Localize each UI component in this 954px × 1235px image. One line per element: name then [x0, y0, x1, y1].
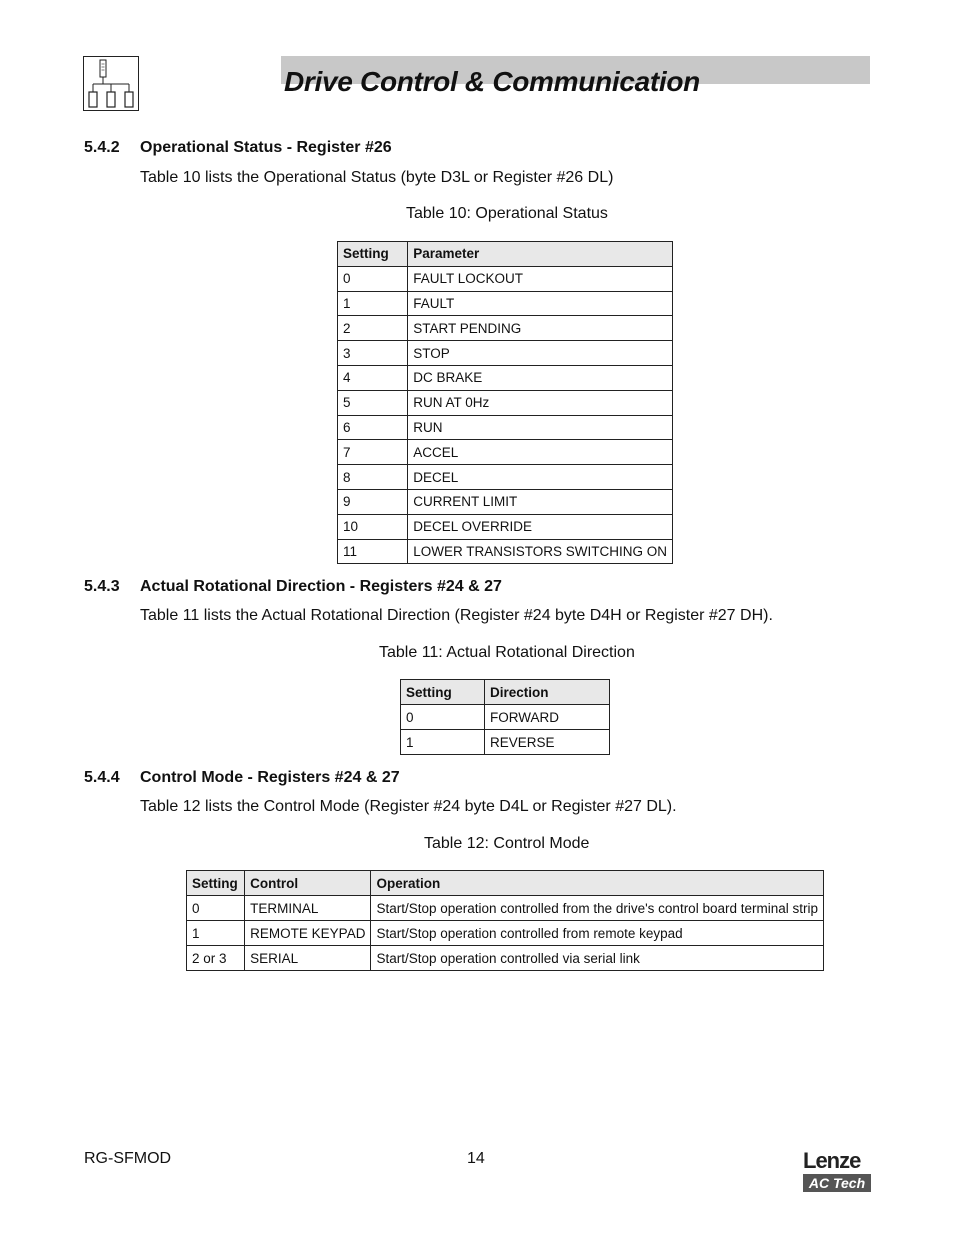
table-row	[338, 316, 673, 341]
table-cell: DC BRAKE	[408, 365, 673, 390]
section-title: Control Mode - Registers #24 & 27	[140, 769, 400, 786]
table-cell: TERMINAL	[245, 896, 371, 921]
section-number: 5.4.2	[84, 139, 120, 156]
table-cell: 3	[338, 341, 408, 366]
table-row	[187, 896, 824, 921]
operational-status-table	[337, 241, 673, 564]
table-row	[338, 489, 673, 514]
table-cell: REVERSE	[485, 730, 610, 755]
table-cell: FORWARD	[485, 705, 610, 730]
table-cell: FAULT	[408, 291, 673, 316]
table-cell: START PENDING	[408, 316, 673, 341]
table-row	[338, 440, 673, 465]
section-title: Actual Rotational Direction - Registers #24 & 27	[140, 578, 502, 595]
table-header-row	[187, 871, 824, 896]
table-cell: CURRENT LIMIT	[408, 489, 673, 514]
table-row	[338, 291, 673, 316]
table-cell: 1	[338, 291, 408, 316]
column-header: Setting	[187, 871, 245, 896]
table-cell: RUN	[408, 415, 673, 440]
table-cell: 0	[401, 705, 485, 730]
table-row	[338, 341, 673, 366]
table-row	[338, 266, 673, 291]
section-number: 5.4.4	[84, 769, 120, 786]
table-cell: FAULT LOCKOUT	[408, 266, 673, 291]
brand-sub: AC Tech	[803, 1174, 871, 1192]
table-cell: 4	[338, 365, 408, 390]
table-cell: Start/Stop operation controlled via serial link	[371, 946, 824, 971]
table-cell: DECEL OVERRIDE	[408, 514, 673, 539]
table-cell: 10	[338, 514, 408, 539]
table-cell: 11	[338, 539, 408, 564]
table-row	[401, 730, 610, 755]
column-header: Setting	[338, 242, 408, 267]
table-cell: Start/Stop operation controlled from remote keypad	[371, 921, 824, 946]
column-header: Control	[245, 871, 371, 896]
table-cell: SERIAL	[245, 946, 371, 971]
table-cell: LOWER TRANSISTORS SWITCHING ON	[408, 539, 673, 564]
table-cell: 2	[338, 316, 408, 341]
section-text: Table 11 lists the Actual Rotational Direction (Register #24 byte D4H or Register #27 DH).	[140, 607, 773, 624]
document-id: RG-SFMOD	[84, 1150, 172, 1167]
table-row	[338, 390, 673, 415]
table-cell: 8	[338, 465, 408, 490]
page-number: 14	[467, 1150, 485, 1167]
table-row	[338, 415, 673, 440]
table-cell: RUN AT 0Hz	[408, 390, 673, 415]
rotational-direction-table	[400, 679, 610, 755]
table-cell: DECEL	[408, 465, 673, 490]
table-cell: 0	[338, 266, 408, 291]
control-mode-table	[186, 870, 824, 971]
lenze-actech-logo	[803, 1148, 871, 1192]
table-cell: STOP	[408, 341, 673, 366]
table-cell: ACCEL	[408, 440, 673, 465]
brand-name: Lenze	[803, 1148, 861, 1173]
table-caption: Table 12: Control Mode	[424, 835, 590, 852]
table-caption: Table 11: Actual Rotational Direction	[379, 644, 635, 661]
section-text: Table 10 lists the Operational Status (byte D3L or Register #26 DL)	[140, 169, 614, 186]
table-header-row	[338, 242, 673, 267]
table-row	[401, 705, 610, 730]
network-drives-icon	[83, 56, 139, 111]
section-text: Table 12 lists the Control Mode (Register #24 byte D4L or Register #27 DL).	[140, 798, 677, 815]
table-row	[338, 465, 673, 490]
section-title: Operational Status - Register #26	[140, 139, 392, 156]
table-cell: 9	[338, 489, 408, 514]
table-cell: 6	[338, 415, 408, 440]
table-row	[338, 365, 673, 390]
table-cell: 1	[401, 730, 485, 755]
table-cell: Start/Stop operation controlled from the drive's control board terminal strip	[371, 896, 824, 921]
column-header: Parameter	[408, 242, 673, 267]
table-header-row	[401, 680, 610, 705]
column-header: Operation	[371, 871, 824, 896]
table-caption: Table 10: Operational Status	[406, 205, 608, 222]
table-cell: 5	[338, 390, 408, 415]
column-header: Setting	[401, 680, 485, 705]
table-cell: REMOTE KEYPAD	[245, 921, 371, 946]
table-row	[338, 514, 673, 539]
table-row	[187, 946, 824, 971]
column-header: Direction	[485, 680, 610, 705]
table-cell: 0	[187, 896, 245, 921]
table-row	[187, 921, 824, 946]
section-number: 5.4.3	[84, 578, 120, 595]
table-cell: 2 or 3	[187, 946, 245, 971]
page-title: Drive Control & Communication	[284, 66, 700, 97]
table-row	[338, 539, 673, 564]
table-cell: 7	[338, 440, 408, 465]
table-cell: 1	[187, 921, 245, 946]
